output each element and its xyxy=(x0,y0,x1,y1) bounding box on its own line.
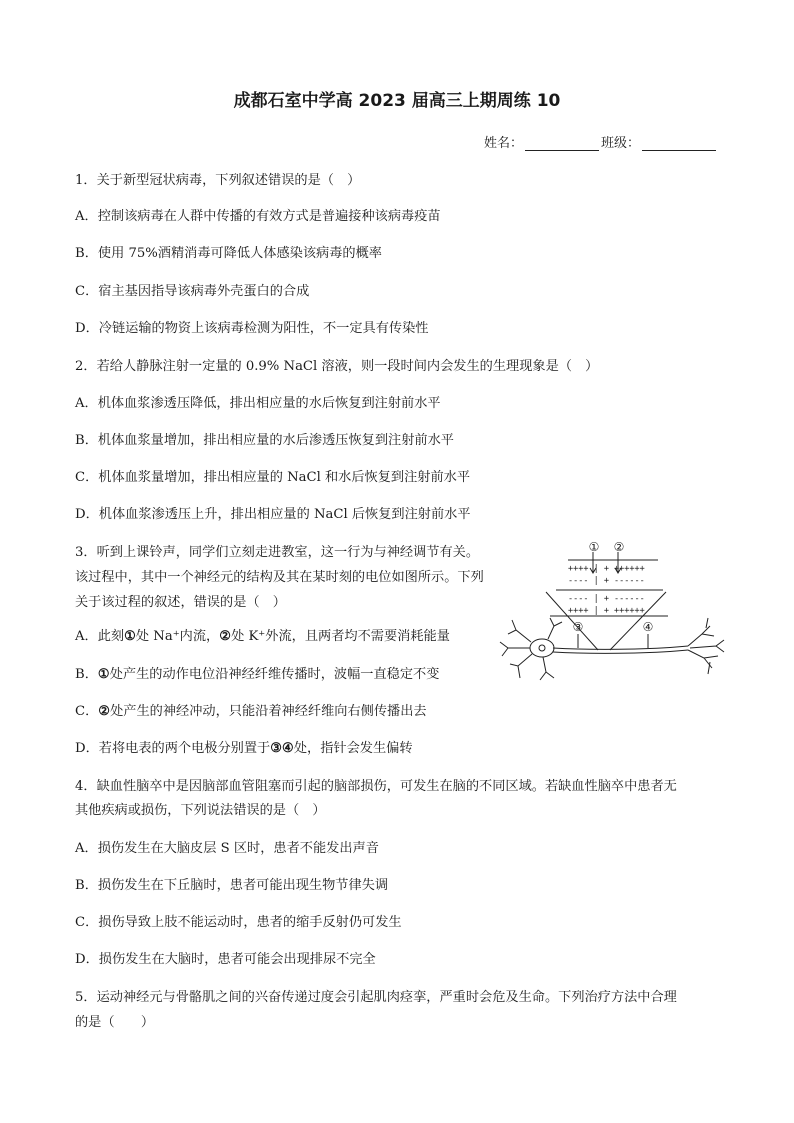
axon xyxy=(553,646,688,649)
q1-option-b: B．使用 75%酒精消毒可降低人体感染该病毒的概率 xyxy=(75,246,382,261)
q3-d-text: 处，指针会发生偏转 xyxy=(293,741,413,756)
q4-option-a: A．损伤发生在大脑皮层 S 区时，患者不能发出声音 xyxy=(75,841,379,856)
q3-d-text: D．若将电表的两个电极分别置于 xyxy=(75,741,271,756)
q2-option-c: C．机体血浆量增加，排出相应量的 NaCl 和水后恢复到注射前水平 xyxy=(75,470,471,485)
marker-1: ① xyxy=(97,667,110,682)
charge-row-3: ---- | + ------ xyxy=(568,594,645,604)
q2-option-a: A．机体血浆渗透压降低，排出相应量的水后恢复到注射前水平 xyxy=(75,396,441,411)
q3-option-c xyxy=(75,703,427,721)
charge-row-2: ---- | + ------ xyxy=(568,576,645,586)
q5-stem-line2: 的是（ ） xyxy=(75,1015,155,1030)
q2-stem: 2．若给人静脉注射一定量的 0.9% NaCl 溶液，则一段时间内会发生的生理现象是（ ） xyxy=(75,359,599,374)
q5-stem-line1: 5．运动神经元与骨骼肌之间的兴奋传递过度会引起肌肉痉挛，严重时会危及生命。下列治疗方法中合理 xyxy=(75,990,677,1005)
name-blank[interactable] xyxy=(525,136,599,151)
q3-a-text: A．此刻 xyxy=(75,629,125,644)
q2-option-b: B．机体血浆量增加，排出相应量的水后渗透压恢复到注射前水平 xyxy=(75,433,454,448)
q3-c-text: C． xyxy=(75,704,99,719)
q4-option-c: C．损伤导致上肢不能运动时，患者的缩手反射仍可发生 xyxy=(75,915,402,930)
q4-stem-line2: 其他疾病或损伤，下列说法错误的是（ ） xyxy=(75,803,326,818)
q3-b-text: B． xyxy=(75,667,98,682)
marker-3: ③ xyxy=(572,620,584,634)
marker-1: ① xyxy=(588,540,600,554)
q1-stem: 1．关于新型冠状病毒，下列叙述错误的是（ ） xyxy=(75,173,361,188)
marker-4: ④ xyxy=(642,620,654,634)
q3-option-d xyxy=(75,740,413,758)
q4-stem-line1: 4．缺血性脑卒中是因脑部血管阻塞而引起的脑部损伤，可发生在脑的不同区域。若缺血性脑卒中患者无 xyxy=(75,779,677,794)
q1-option-a: A．控制该病毒在人群中传播的有效方式是普遍接种该病毒疫苗 xyxy=(75,209,441,224)
q3-c-text: 处产生的神经冲动，只能沿着神经纤维向右侧传播出去 xyxy=(110,704,427,719)
q3-b-text: 处产生的动作电位沿神经纤维传播时，波幅一直稳定不变 xyxy=(109,667,440,682)
neuron-potential-figure xyxy=(498,538,728,686)
charge-row-4: ++++ | + ++++++ xyxy=(568,606,645,616)
page-title: 成都石室中学高 2023 届高三上期周练 10 xyxy=(233,91,561,111)
q3-option-b xyxy=(75,666,439,684)
marker-2: ② xyxy=(219,629,232,644)
q3-a-text: 处 Na⁺内流， xyxy=(135,629,220,644)
q3-option-a xyxy=(75,628,450,646)
q2-option-d: D．机体血浆渗透压上升，排出相应量的 NaCl 后恢复到注射前水平 xyxy=(75,507,471,522)
cell-body xyxy=(530,639,554,657)
q1-option-d: D．冷链运输的物资上该病毒检测为阳性，不一定具有传染性 xyxy=(75,321,429,336)
marker-2: ② xyxy=(613,540,625,554)
q4-option-b: B．损伤发生在下丘脑时，患者可能出现生物节律失调 xyxy=(75,878,389,893)
name-label: 姓名： xyxy=(483,136,523,151)
charge-row-1: ++++ | + ++++++ xyxy=(568,564,645,574)
marker-3-4: ③④ xyxy=(270,741,294,756)
q4-option-d: D．损伤发生在大脑时，患者可能会出现排尿不完全 xyxy=(75,952,376,967)
class-blank[interactable] xyxy=(642,136,716,151)
student-info xyxy=(484,132,718,151)
q3-stem: 3．听到上课铃声，同学们立刻走进教室，这一行为与神经调节有关。该过程中，其中一个神经元的结构及其在某时刻的电位如图所示。下列关于该过程的叙述，错误的是（ ） xyxy=(75,545,484,610)
q3-a-text: 处 K⁺外流，且两者均不需要消耗能量 xyxy=(231,629,450,644)
q1-option-c: C．宿主基因指导该病毒外壳蛋白的合成 xyxy=(75,284,310,299)
marker-2: ② xyxy=(98,704,111,719)
class-label: 班级： xyxy=(600,136,640,151)
marker-1: ① xyxy=(124,629,136,644)
